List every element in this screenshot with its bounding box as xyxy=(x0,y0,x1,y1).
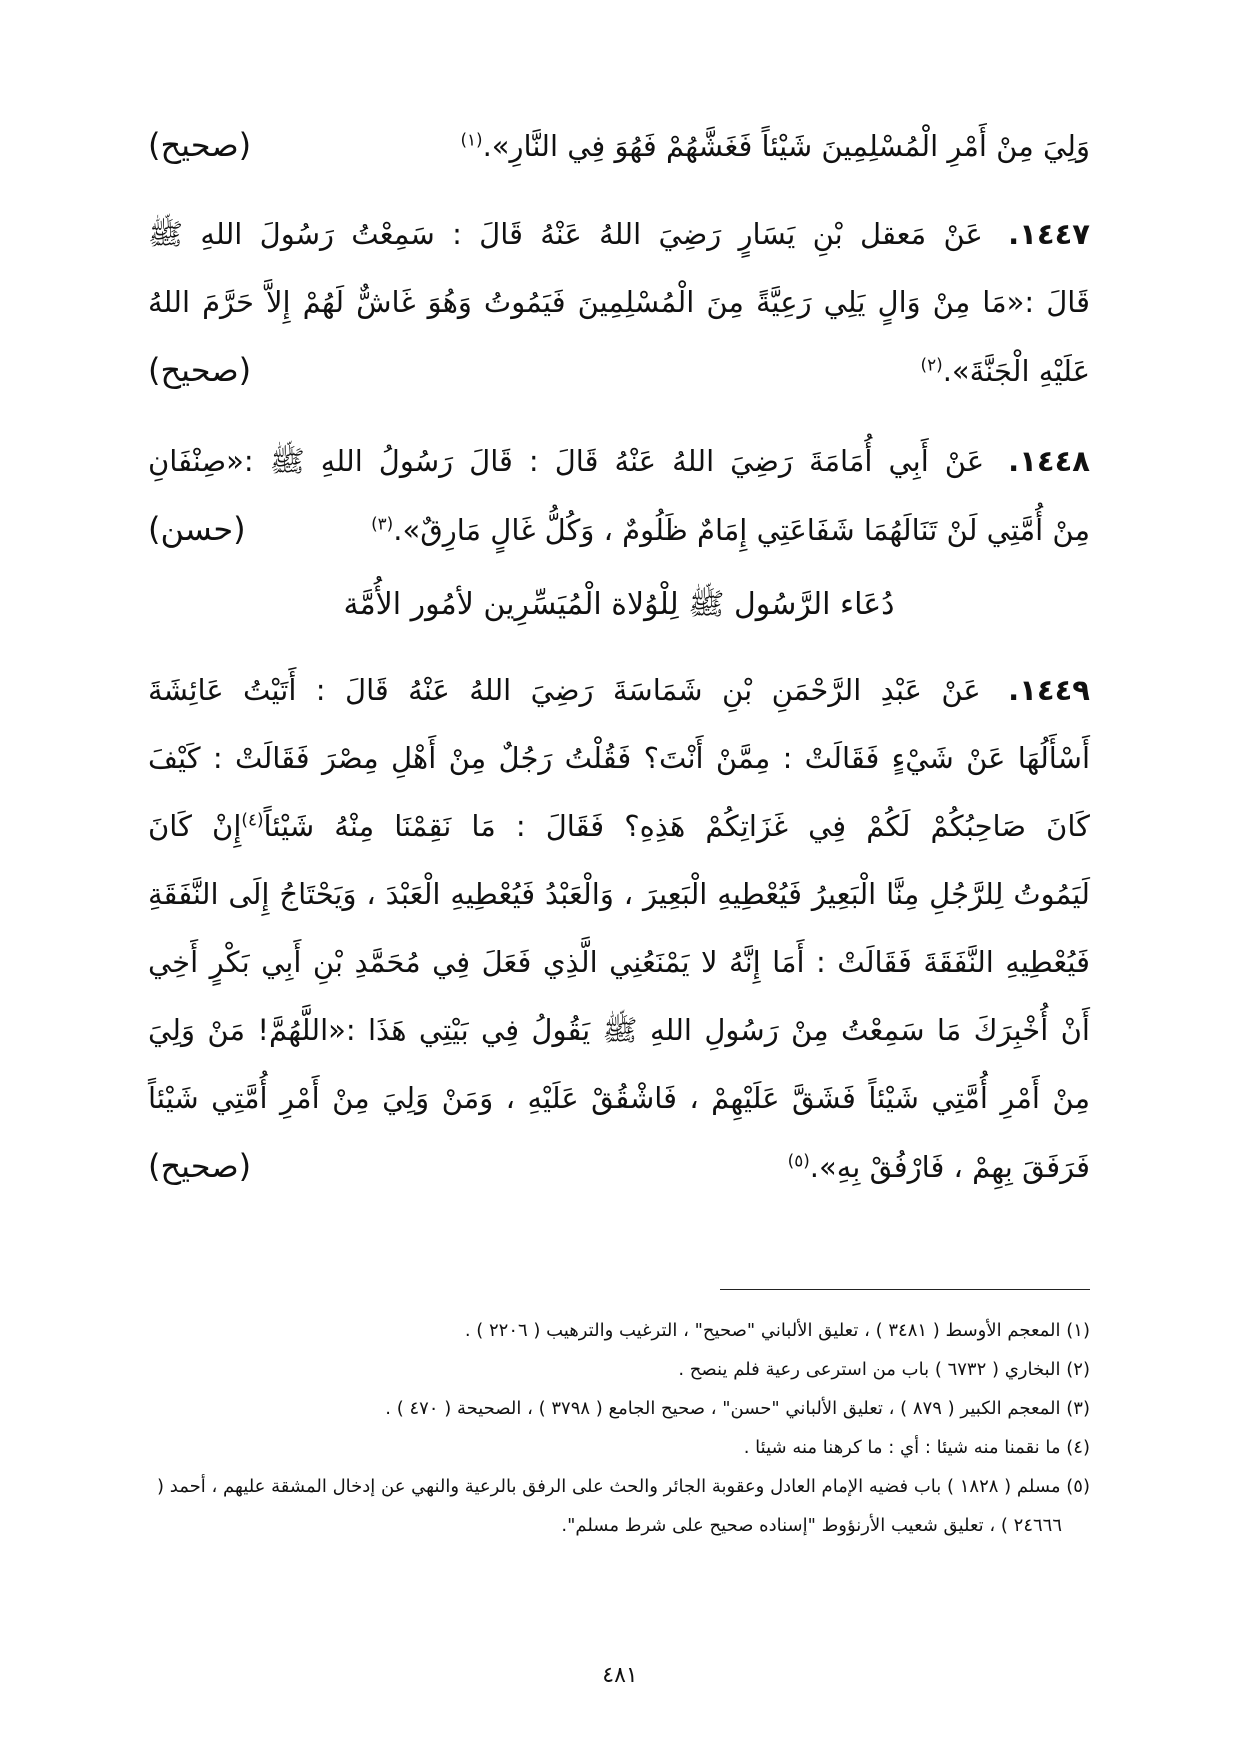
footnote-item xyxy=(148,1389,1090,1428)
hadith-line-text: عَنْ عَبْدِ الرَّحْمَنِ بْنِ شَمَاسَةَ رَضِيَ اللهُ عَنْهُ قَالَ : أَتَيْتُ عَائِشَةَ xyxy=(148,673,981,707)
hadith-1448 xyxy=(148,427,1090,563)
hadith-line xyxy=(148,268,1090,336)
hadith-line-text: فَيُعْطِيهِ النَّفَقَةَ فَقَالَتْ : أَمَا إِنَّهُ لا يَمْنَعُنِي الَّذِي فَعَلَ فِي مُحَمَّدِ بْنِ أَبِي بَكْرٍ أَخِي xyxy=(148,945,1090,979)
hadith-line xyxy=(148,656,1090,724)
hadith-line-text: وَلِيَ مِنْ أَمْرِ الْمُسْلِمِينَ شَيْئاً فَغَشَّهُمْ فَهُوَ فِي النَّارِ». xyxy=(482,129,1090,163)
hadith-line-text-wrap xyxy=(921,337,1090,405)
footnote-number: (٤) xyxy=(1066,1437,1090,1458)
hadith-line-text: أَسْأَلُهَا عَنْ شَيْءٍ فَقَالَتْ : مِمَّنْ أَنْتَ؟ فَقُلْتُ رَجُلٌ مِنْ أَهْلِ مِصْرَ فَقَالَتْ : كَيْفَ xyxy=(148,741,1090,775)
footnote-text: المعجم الأوسط ( ٣٤٨١ ) ، تعليق الألباني "صحيح" ، الترغيب والترهيب ( ٢٢٠٦ ) . xyxy=(464,1320,1061,1341)
footnote-separator xyxy=(720,1289,1090,1290)
hadith-line-text: مِنْ أَمْرِ أُمَّتِي شَيْئاً فَشَقَّ عَلَيْهِمْ ، فَاشْقُقْ عَلَيْهِ ، وَمَنْ وَلِيَ مِنْ أَمْرِ أُمَّتِي شَيْئاً xyxy=(148,1081,1090,1115)
page-number: ٤٨١ xyxy=(602,1663,638,1688)
hadith-grade: (حسن) xyxy=(148,510,246,548)
footnote-number: (١) xyxy=(1066,1320,1090,1341)
footnote-number: (٢) xyxy=(1066,1359,1090,1380)
hadith-1449 xyxy=(148,656,1090,1200)
footnote-ref: (١) xyxy=(460,129,483,150)
hadith-line-text-wrap xyxy=(460,112,1090,180)
hadith-line-text: أَنْ أُخْبِرَكَ مَا سَمِعْتُ مِنْ رَسُولِ اللهِ ﷺ يَقُولُ فِي بَيْتِي هَذَا :«اللَّهُمَّ! مَنْ وَلِيَ xyxy=(148,1013,1090,1047)
footnote-text: المعجم الكبير ( ٨٧٩ ) ، تعليق الألباني "حسن" ، صحيح الجامع ( ٣٧٩٨ ) ، الصحيحة ( ٤٧٠ ) . xyxy=(385,1398,1061,1419)
hadith-grade: (صحيح) xyxy=(148,351,252,389)
footnote-text: مسلم ( ١٨٢٨ ) باب فضيه الإمام العادل وعقوبة الجائر والحث على الرفق بالرعية والنهي عن إدخال المشقة عليهم ، أحمد ( ٢٤٦٦٦ ) ، تعليق شعيب الأرنؤوط "إسناده صحيح على شرط مسلم". xyxy=(157,1476,1062,1536)
footnote-text: ما نقمنا منه شيئا : أي : ما كرهنا منه شيئا . xyxy=(743,1437,1061,1458)
footnote-ref: (٥) xyxy=(787,1150,810,1171)
hadith-line xyxy=(148,860,1090,928)
footnote-item xyxy=(148,1467,1090,1545)
hadith-last-line xyxy=(148,336,1090,404)
footnotes xyxy=(148,1311,1090,1545)
hadith-line xyxy=(148,200,1090,268)
hadith-last-line xyxy=(148,495,1090,563)
hadith-last-line xyxy=(148,1132,1090,1200)
footnote-ref: (٣) xyxy=(371,513,394,534)
hadith-line-text: عَنْ مَعقل بْنِ يَسَارٍ رَضِيَ اللهُ عَنْهُ قَالَ : سَمِعْتُ رَسُولَ اللهِ ﷺ xyxy=(148,217,983,251)
hadith-line-text-after: إِنْ كَانَ xyxy=(148,809,242,843)
hadith-line-text: عَنْ أَبِي أُمَامَةَ رَضِيَ اللهُ عَنْهُ قَالَ : قَالَ رَسُولُ اللهِ ﷺ :«صِنْفَانِ xyxy=(148,444,985,478)
footnote-ref: (٤) xyxy=(241,809,264,830)
hadith-grade: (صحيح) xyxy=(148,1147,252,1185)
hadith-line xyxy=(148,724,1090,792)
hadith-last-line xyxy=(148,111,1090,179)
footnote-ref: (٢) xyxy=(920,354,943,375)
hadith-line xyxy=(148,928,1090,996)
hadith-continuation xyxy=(148,111,1090,179)
footnote-number: (٣) xyxy=(1066,1398,1090,1419)
hadith-line xyxy=(148,427,1090,495)
hadith-line-text: كَانَ صَاحِبُكُمْ لَكُمْ فِي غَزَاتِكُمْ هَذِهِ؟ فَقَالَ : مَا نَقِمْنَا مِنْهُ شَيْئاً xyxy=(263,809,1090,843)
footnote-text: البخاري ( ٦٧٣٢ ) باب من استرعى رعية فلم ينصح . xyxy=(678,1359,1061,1380)
footnote-item xyxy=(148,1428,1090,1467)
hadith-number: ١٤٤٨. xyxy=(1008,444,1091,478)
footnote-number: (٥) xyxy=(1066,1476,1090,1497)
hadith-line-text-wrap xyxy=(371,496,1090,564)
hadith-line xyxy=(148,792,1090,860)
hadith-line-text: لَيَمُوتُ لِلرَّجُلِ مِنَّا الْبَعِيرُ فَيُعْطِيهِ الْبَعِيرَ ، وَالْعَبْدُ فَيُعْطِيهِ الْعَبْدَ ، وَيَحْتَاجُ إِلَى النَّفَقَةِ xyxy=(148,877,1090,911)
footnote-item xyxy=(148,1350,1090,1389)
hadith-number: ١٤٤٧. xyxy=(1008,217,1091,251)
hadith-line xyxy=(148,996,1090,1064)
hadith-1447 xyxy=(148,200,1090,404)
hadith-grade: (صحيح) xyxy=(148,126,252,164)
footnote-item xyxy=(148,1311,1090,1350)
hadith-line-text: قَالَ :«مَا مِنْ وَالٍ يَلِي رَعِيَّةً مِنَ الْمُسْلِمِينَ فَيَمُوتُ وَهُوَ غَاشٌّ لَهُمْ إِلاَّ حَرَّمَ اللهُ xyxy=(148,285,1090,319)
hadith-number: ١٤٤٩. xyxy=(1008,673,1090,707)
hadith-line xyxy=(148,1064,1090,1132)
hadith-line-text: فَرَفَقَ بِهِمْ ، فَارْفُقْ بِهِ». xyxy=(809,1150,1090,1184)
hadith-line-text: عَلَيْهِ الْجَنَّةَ». xyxy=(942,354,1090,388)
hadith-line-text: مِنْ أُمَّتِي لَنْ تَنَالَهُمَا شَفَاعَتِي إِمَامٌ ظَلُومٌ ، وَكُلُّ غَالٍ مَارِقٌ». xyxy=(393,513,1090,547)
section-heading: دُعَاء الرَّسُول ﷺ لِلْوُلاة الْمُيَسِّرِين لأمُور الأُمَّة xyxy=(343,587,895,622)
hadith-line-text-wrap xyxy=(788,1133,1090,1201)
